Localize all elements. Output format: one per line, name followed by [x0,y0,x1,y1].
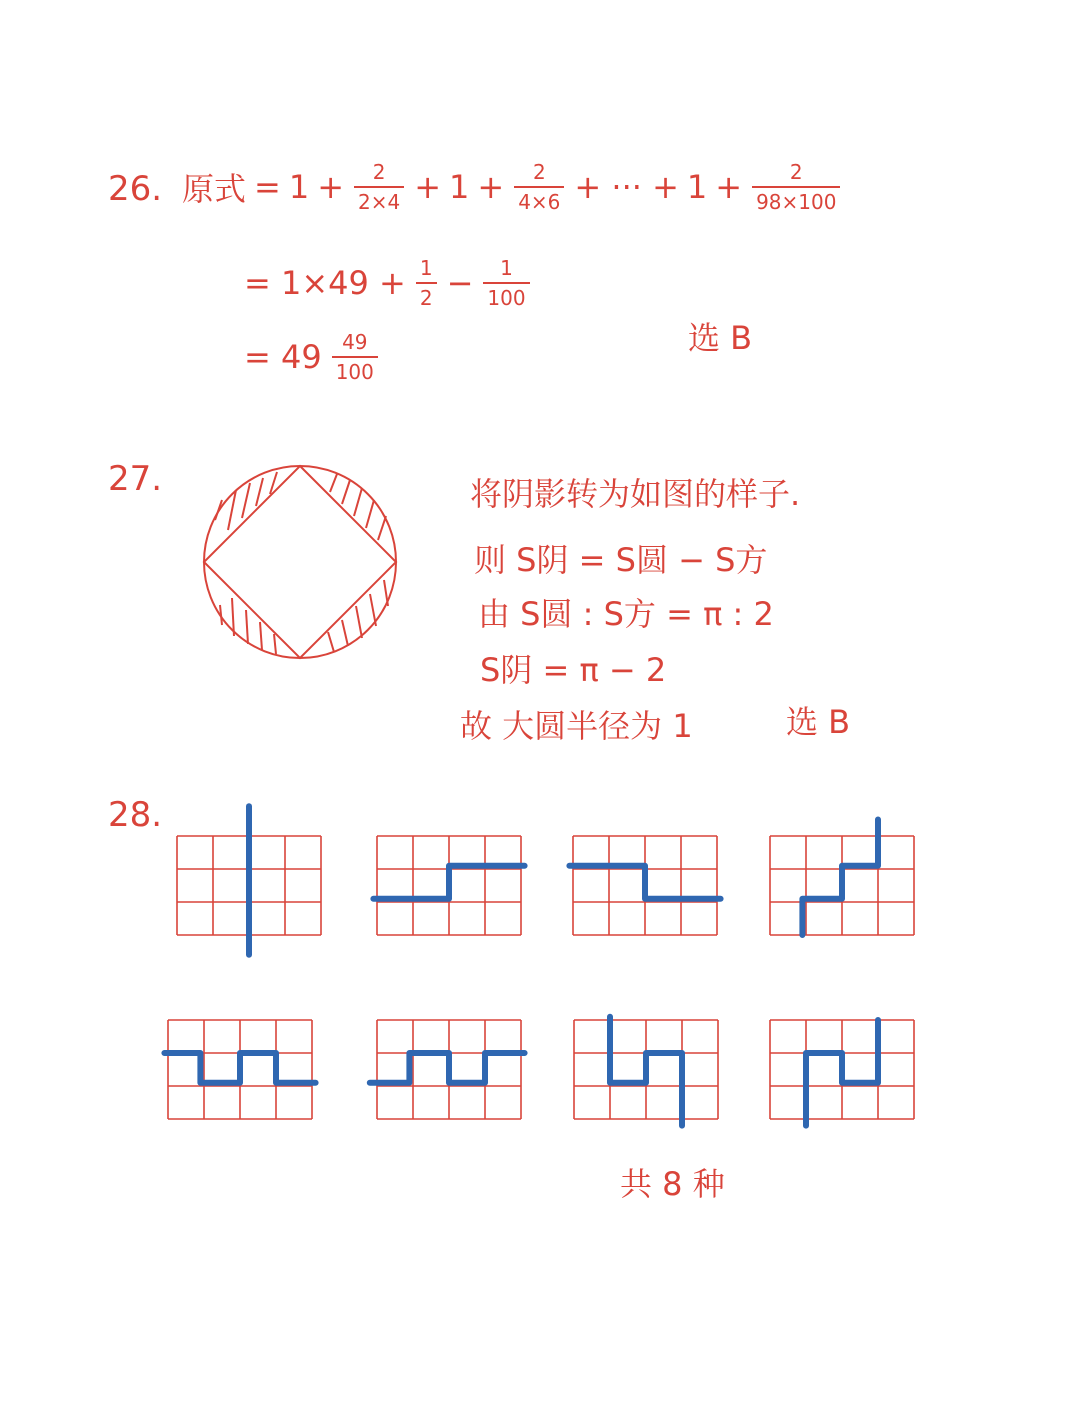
q26-number: 26. [108,169,163,209]
q26-line3-fraction-num: 49 [332,330,378,358]
q26-answer: 选 B [688,319,753,357]
q26-line2-fraction-1-num: 1 [416,256,437,284]
q27-answer: 选 B [786,703,851,741]
q26-plus-4: + [715,168,743,206]
q26-plus-1: + [317,168,344,206]
q26-one-2: 1 [449,168,470,206]
q26-line2-minus: − [446,264,474,302]
q26-one-3: 1 [686,168,708,206]
q28-number: 28. [108,795,163,835]
q28-cut-path-6 [370,1053,525,1083]
q26-fraction-3-num: 2 [752,160,840,188]
q26-line3-start: = 49 [244,338,322,376]
q26-eq: = [254,168,281,206]
q28-cut-path-5 [164,1053,315,1083]
q26-fraction-1-den: 2×4 [358,190,401,214]
q27-line1: 将阴影转为如图的样子. [470,475,801,513]
q28-grids [168,836,914,1119]
q26-line2-fraction-1-den: 2 [419,286,433,310]
q26-plus-3: + [477,168,505,206]
q28-cut-path-3 [569,866,720,899]
q27-line2: 则 S阴 = S圆 − S方 [474,541,768,579]
q26-fraction-3-den: 98×100 [756,190,837,214]
q26-lhs: 原式 [182,170,247,208]
q28-cut-path-4 [802,820,878,936]
q27-line3: 由 S圆 : S方 = π : 2 [478,595,774,633]
q26-line2-fraction-2-den: 100 [487,286,526,310]
q26-line2-fraction-2-num: 1 [483,256,529,284]
q27-circle-figure [204,466,396,658]
q28-total: 共 8 种 [620,1165,725,1203]
q27-number: 27. [108,459,163,499]
q27-line4: S阴 = π − 2 [480,651,667,689]
q26-line3-fraction-den: 100 [335,360,374,384]
q26-fraction-2-den: 4×6 [518,190,561,214]
q26-plus-2: + [414,168,442,206]
q27-line5: 故 大圆半径为 1 [460,707,693,745]
q26-ellipsis: + ··· + [574,168,679,206]
q26-fraction-1-num: 2 [354,160,404,188]
q26-one-1: 1 [288,168,310,206]
q26-line2-start: = 1×49 + [244,264,406,302]
q26-fraction-2-num: 2 [514,160,564,188]
q28-cut-path-2 [373,866,524,899]
